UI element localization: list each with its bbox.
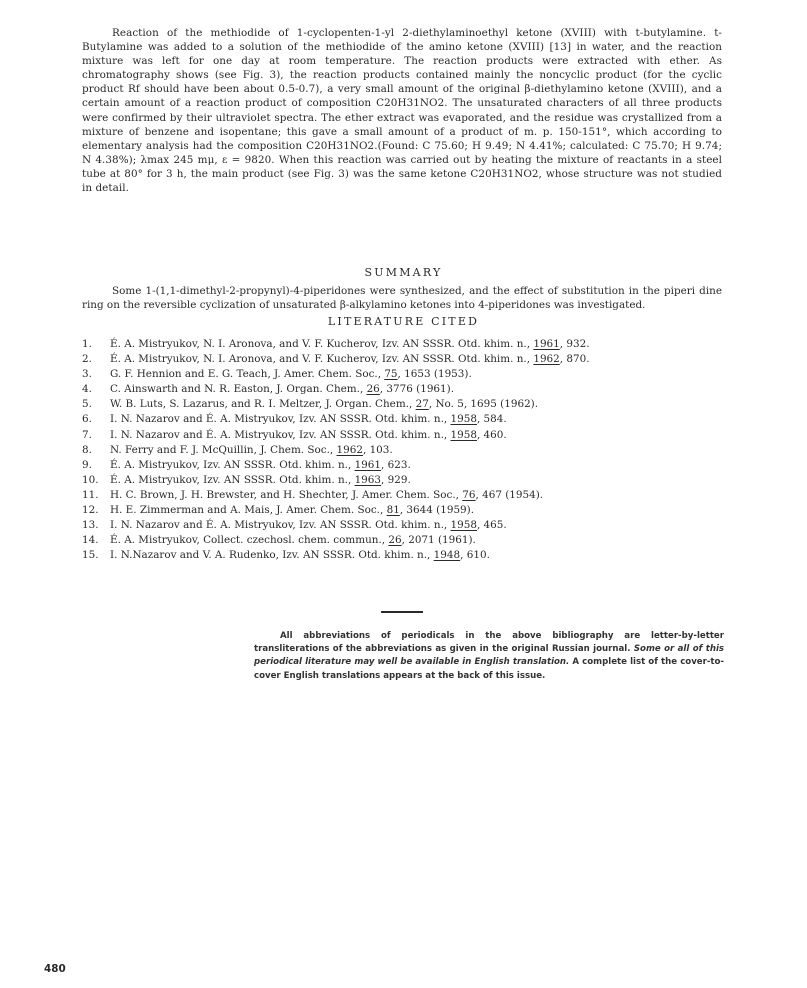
reference-item: [82, 412, 732, 427]
reference-number: 11.: [82, 488, 99, 501]
reference-pages: , 460.: [476, 428, 507, 441]
reference-number: 13.: [82, 519, 99, 532]
reference-pages: , 870.: [559, 353, 590, 366]
reference-number: 8.: [82, 443, 92, 456]
reference-number: 4.: [82, 383, 92, 396]
reference-volume-year: 1961: [354, 458, 382, 471]
reference-citation: É. A. Mistryukov, N. I. Aronova, and V. F. Kucherov, Izv. AN SSSR. Otd. khim. n.,: [110, 353, 534, 366]
reference-item: [82, 367, 732, 382]
reference-number: 5.: [82, 398, 92, 411]
reference-text: [110, 337, 590, 352]
reference-item: [82, 337, 732, 352]
reference-pages: , 610.: [460, 549, 490, 562]
reference-text: [110, 397, 538, 412]
reference-number: 2.: [82, 353, 92, 366]
reference-citation: I. N.Nazarov and V. A. Rudenko, Izv. AN SSSR. Otd. khim. n.,: [110, 549, 434, 562]
reference-item: [82, 548, 732, 563]
reference-text: [110, 412, 507, 427]
reference-number: 10.: [82, 473, 99, 486]
reference-volume-year: 75: [384, 368, 398, 381]
reference-citation: É. A. Mistryukov, N. I. Aronova, and V. F. Kucherov, Izv. AN SSSR. Otd. khim. n.,: [110, 338, 534, 350]
reference-citation: É. A. Mistryukov, Izv. AN SSSR. Otd. khim. n.,: [110, 473, 355, 486]
reference-volume-year: 26: [388, 534, 402, 547]
reference-number: 14.: [82, 534, 99, 547]
reference-citation: É. A. Mistryukov, Collect. czechosl. chem. commun.,: [110, 534, 389, 547]
reference-volume-year: 1958: [450, 413, 477, 426]
reference-text: [110, 367, 472, 382]
reference-text: [110, 473, 411, 488]
reference-pages: , 3776 (1961).: [379, 383, 455, 396]
reference-volume-year: 1948: [433, 549, 461, 562]
reference-pages: , 623.: [381, 458, 411, 471]
reference-number: 3.: [82, 368, 92, 381]
footnote: [254, 630, 724, 683]
reference-item: [82, 458, 732, 473]
reference-list: [82, 337, 732, 563]
reference-pages: , No. 5, 1695 (1962).: [428, 398, 539, 411]
reference-number: 7.: [82, 428, 92, 441]
reference-pages: , 929.: [381, 473, 411, 486]
reference-pages: , 584.: [476, 413, 507, 426]
reference-citation: C. Ainswarth and N. R. Easton, J. Organ. Chem.,: [110, 383, 367, 396]
reference-volume-year: 1962: [336, 443, 363, 456]
reference-item: [82, 443, 732, 458]
reference-text: [110, 428, 507, 443]
reference-citation: H. C. Brown, J. H. Brewster, and H. Shechter, J. Amer. Chem. Soc.,: [110, 488, 463, 501]
reference-citation: I. N. Nazarov and É. A. Mistryukov, Izv. AN SSSR. Otd. khim. n.,: [110, 413, 451, 426]
reference-pages: , 103.: [362, 443, 393, 456]
reference-volume-year: 1961: [533, 338, 560, 350]
reference-pages: , 932.: [559, 338, 590, 350]
reference-text: [110, 518, 507, 533]
reference-item: [82, 382, 732, 397]
reference-volume-year: 1958: [450, 428, 477, 441]
reference-volume-year: 76: [462, 488, 476, 501]
reference-pages: , 1653 (1953).: [397, 368, 472, 381]
reference-text: [110, 503, 474, 518]
reference-text: [110, 548, 490, 563]
reference-volume-year: 1958: [450, 519, 477, 532]
reference-text: [110, 382, 454, 397]
reference-number: 1.: [82, 338, 92, 350]
reference-text: [110, 533, 476, 548]
reference-citation: N. Ferry and F. J. McQuillin, J. Chem. Soc.,: [110, 443, 337, 456]
reference-citation: W. B. Luts, S. Lazarus, and R. I. Meltzer, J. Organ. Chem.,: [110, 398, 416, 411]
reference-citation: É. A. Mistryukov, Izv. AN SSSR. Otd. khim. n.,: [110, 458, 355, 471]
summary-text: Some 1-(1,1-dimethyl-2-propynyl)-4-piperidones were synthesized, and the effect of substitution in the piperi dine ring on the reversible cyclization of unsaturated β-alkylamino ketones into 4-piperidones was investigated.: [82, 285, 722, 311]
reference-item: [82, 428, 732, 443]
reference-volume-year: 26: [366, 383, 380, 396]
reference-pages: , 465.: [476, 519, 507, 532]
reference-citation: G. F. Hennion and E. G. Teach, J. Amer. Chem. Soc.,: [110, 368, 385, 381]
reference-text: [110, 443, 393, 458]
literature-cited-heading: LITERATURE CITED: [327, 315, 480, 328]
reference-citation: I. N. Nazarov and É. A. Mistryukov, Izv. AN SSSR. Otd. khim. n.,: [110, 428, 451, 441]
page-number: 480: [44, 963, 66, 975]
reference-text: [110, 458, 411, 473]
reference-item: [82, 503, 732, 518]
summary-heading: SUMMARY: [364, 266, 443, 279]
body-paragraph: [82, 26, 722, 195]
reference-number: 9.: [82, 458, 92, 471]
reference-pages: , 2071 (1961).: [401, 534, 476, 547]
reference-text: [110, 352, 590, 367]
footnote-text-italic: Some or all of this periodical literature may well be available in English translation.: [254, 644, 724, 668]
footnote-text-1: All abbreviations of periodicals in the above bibliography are letter-by-letter transliterations of the abbreviations as given in the original Russian journal.: [254, 631, 724, 655]
reference-text: [110, 488, 543, 503]
reference-volume-year: 81: [386, 504, 400, 517]
section-divider: [381, 611, 423, 613]
footnote-text-3: A complete list of the cover-to-cover English translations appears at the back of this issue.: [254, 657, 725, 681]
reference-citation: H. E. Zimmerman and A. Mais, J. Amer. Chem. Soc.,: [110, 504, 387, 517]
reference-number: 15.: [82, 549, 99, 562]
reference-item: [82, 473, 732, 488]
reference-volume-year: 27: [415, 398, 429, 411]
reference-pages: , 3644 (1959).: [399, 504, 475, 517]
reference-citation: I. N. Nazarov and É. A. Mistryukov, Izv. AN SSSR. Otd. khim. n.,: [110, 519, 451, 532]
body-paragraph-text: Reaction of the methiodide of 1-cyclopenten-1-yl 2-diethylaminoethyl ketone (XVIII) with t-butylamine. t-Butylamine was added to a solution of the methiodide of the amino ketone (XVIII) [13] in water, and the reaction mixture was left for one day at room temperature. The reaction products were extracted with ether. As chromatography shows (see Fig. 3), the reaction products contained mainly the noncyclic product (for the cyclic product Rf should have been about 0.5-0.7), a very small amount of the original β-diethylamino ketone (XVIII), and a certain amount of a reaction product of composition C20H31NO2. The unsaturated characters of all three products were confirmed by their ultraviolet spectra. The ether extract was evaporated, and the residue was crystallized from a mixture of benzene and isopentane; this gave a small amount of a product of m. p. 150-151°, which according to elementary analysis had the composition C20H31NO2.(Found: C 75.60; H 9.49; N 4.41%; calculated: C 75.70; H 9.74; N 4.38%); λmax 245 mμ, ε = 9820. When this reaction was carried out by heating the mixture of reactants in a steel tube at 80° for 3 h, the main product (see Fig. 3) was the same ketone C20H31NO2, whose structure was not studied in detail.: [82, 27, 722, 195]
reference-item: [82, 352, 732, 367]
reference-volume-year: 1962: [533, 353, 560, 366]
reference-number: 6.: [82, 413, 92, 426]
reference-volume-year: 1963: [354, 473, 382, 486]
reference-item: [82, 397, 732, 412]
reference-item: [82, 518, 732, 533]
reference-item: [82, 488, 732, 503]
reference-number: 12.: [82, 504, 99, 517]
reference-pages: , 467 (1954).: [475, 488, 544, 501]
reference-item: [82, 533, 732, 548]
